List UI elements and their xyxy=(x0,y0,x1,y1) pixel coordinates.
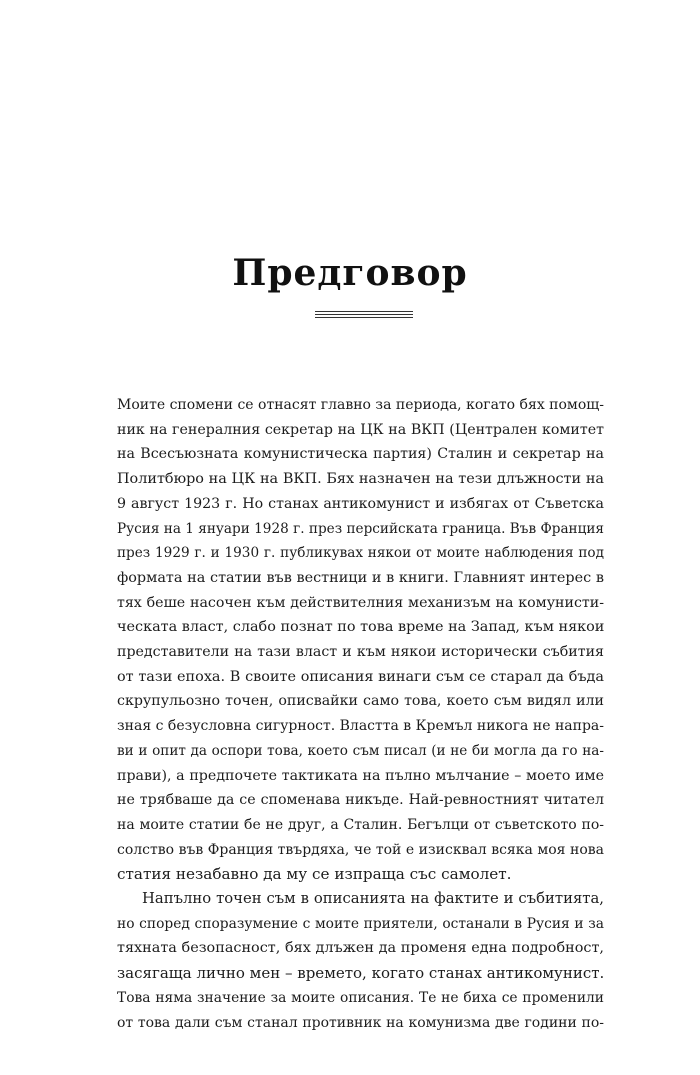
text-line: Това няма значение за моите описания. Те не биха се променили xyxy=(117,989,604,1006)
text-line: прави), а предпочете тактиката на пълно мълчание – моето име xyxy=(117,767,604,784)
text-line: на моите статии бе не друг, а Сталин. Бегълци от съветското по- xyxy=(117,816,604,833)
text-line: солство във Франция твърдяха, че той е изисквал всяка моя нова xyxy=(117,841,604,858)
text-line: засягаща лично мен – времето, когато станах антикомунист. xyxy=(117,964,604,983)
title-ornament xyxy=(315,311,413,319)
ornament-line xyxy=(315,311,413,312)
text-line: но според споразумение с моите приятели, останали в Русия и за xyxy=(117,915,604,932)
ornament-line xyxy=(315,314,413,315)
text-line: ви и опит да оспори това, което съм писал (и не би могла да го на- xyxy=(117,742,604,759)
text-line: статия незабавно да му се изпраща със самолет. xyxy=(117,865,512,884)
text-line: скрупульозно точен, описвайки само това, което съм видял или xyxy=(117,693,604,710)
text-line: Русия на 1 януари 1928 г. през персийската граница. Във Франция xyxy=(117,520,604,537)
text-line: Напълно точен съм в описанията на фактите и събитията, xyxy=(142,890,604,908)
text-line: формата на статии във вестници и в книги. Главният интерес в xyxy=(117,569,604,586)
text-line: Моите спомени се отнасят главно за периода, когато бях помощ- xyxy=(117,397,604,413)
text-line: Политбюро на ЦК на ВКП. Бях назначен на тези длъжности на xyxy=(117,471,604,488)
text-line: от тази епоха. В своите описания винаги съм се старал да бъда xyxy=(117,668,604,685)
text-line: зная с безусловна сигурност. Властта в Кремъл никога не напра- xyxy=(117,718,604,735)
text-line: тях беше насочен към действителния механизъм на комунисти- xyxy=(117,594,604,611)
text-line: през 1929 г. и 1930 г. публикувах някои от моите наблюдения под xyxy=(117,545,604,562)
body-text xyxy=(117,393,604,1035)
text-line: от това дали съм станал противник на комунизма две години по- xyxy=(117,1014,604,1031)
text-line: тяхната безопасност, бях длъжен да променя една подробност, xyxy=(117,940,604,957)
text-line: представители на тази власт и към някои исторически събития xyxy=(117,644,604,661)
text-line: ник на генералния секретар на ЦК на ВКП (Централен комитет xyxy=(117,421,604,438)
text-line: на Всесъюзната комунистическа партия) Сталин и секретар на xyxy=(117,446,604,463)
ornament-line xyxy=(315,317,413,318)
text-line: 9 август 1923 г. Но станах антикомунист и избягах от Съветска xyxy=(117,495,604,512)
chapter-title: Предговор xyxy=(232,252,468,294)
text-line: ческата власт, слабо познат по това време на Запад, към някои xyxy=(117,619,604,636)
text-line: не трябваше да се споменава никъде. Най-ревностният читател xyxy=(117,792,604,809)
